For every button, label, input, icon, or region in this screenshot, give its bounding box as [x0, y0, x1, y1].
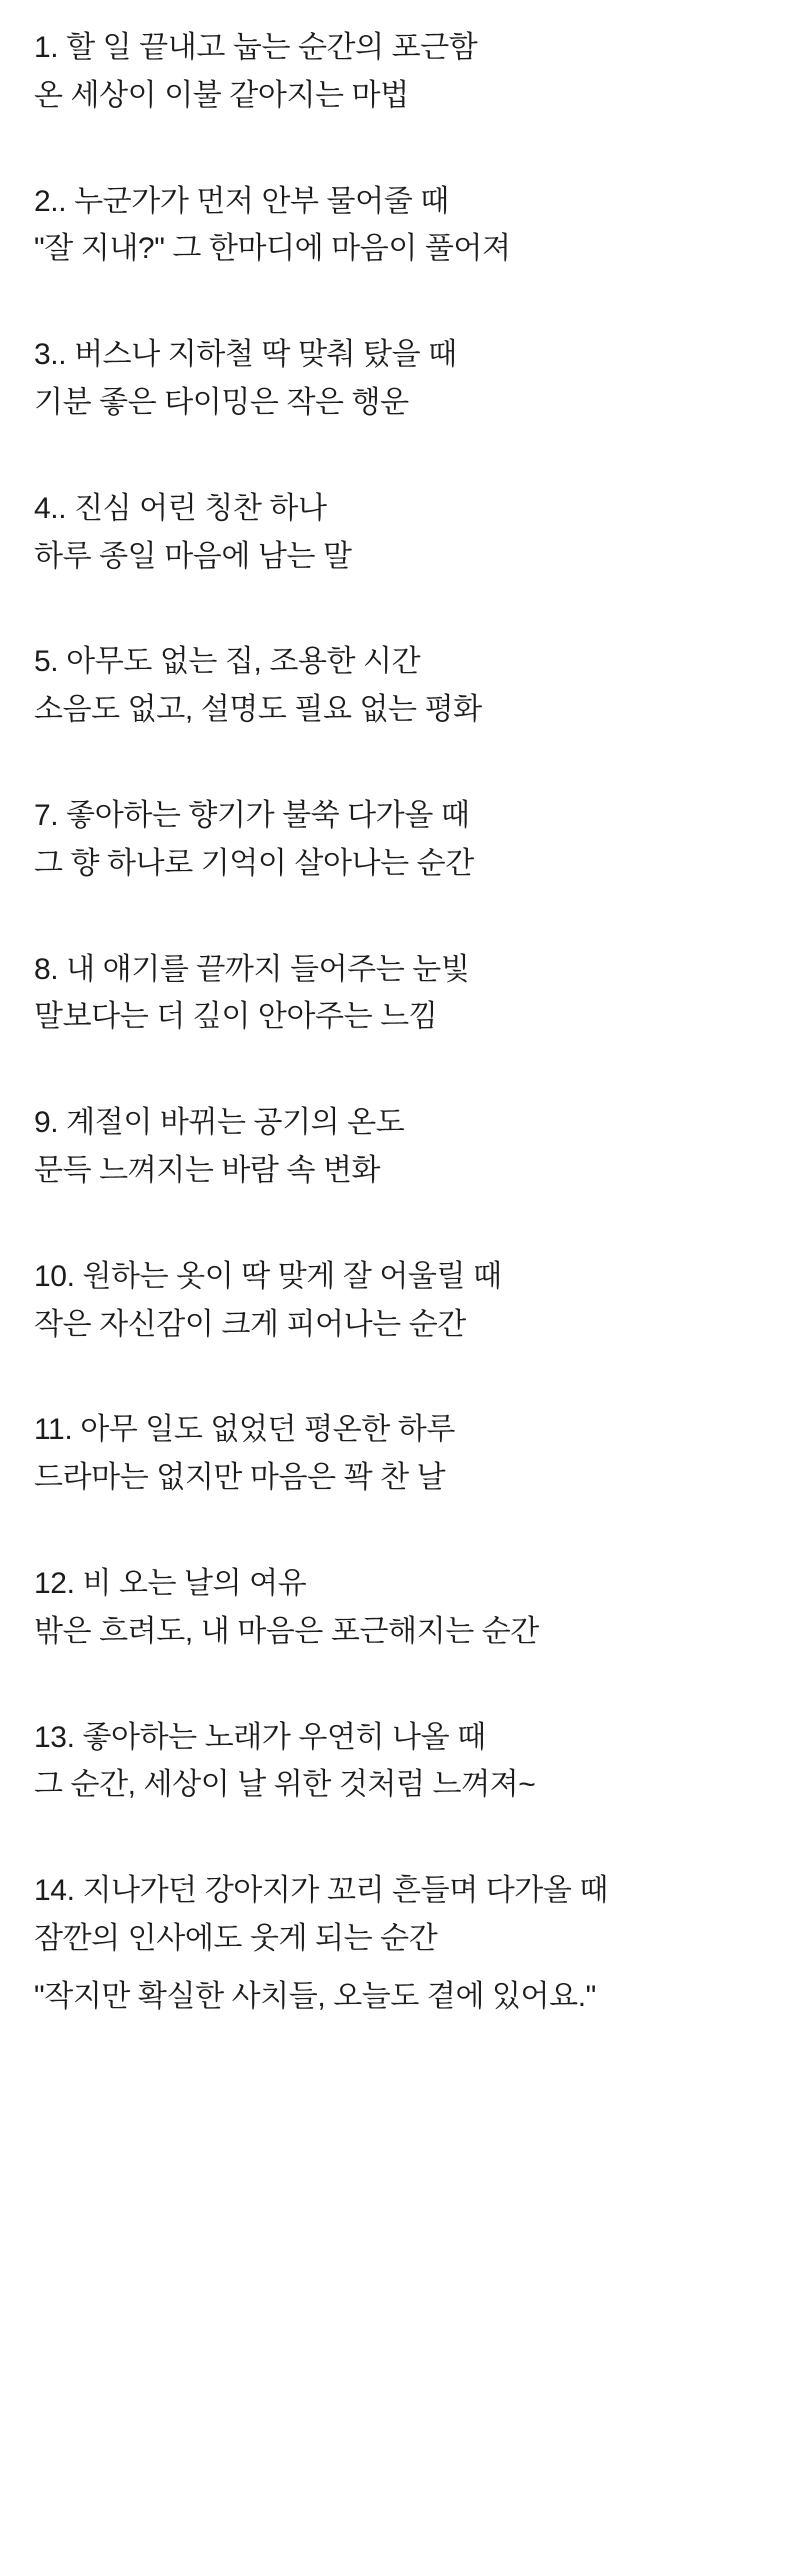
entry-detail-line: 드라마는 없지만 마음은 꽉 찬 날 — [34, 1461, 446, 1495]
entry-detail-line: 작은 자신감이 크게 피어나는 순간 — [34, 1307, 466, 1341]
entry-detail-line: 밖은 흐려도, 내 마음은 포근해지는 순간 — [34, 1614, 539, 1648]
entry-detail-line: 잠깐의 인사에도 웃게 되는 순간 — [34, 1921, 438, 1955]
entry-title-line: 3.. 버스나 지하철 딱 맞춰 탔을 때 — [34, 338, 457, 372]
entry-title-line: 9. 계절이 바뀌는 공기의 온도 — [34, 1106, 405, 1140]
entry-title-line: 13. 좋아하는 노래가 우연히 나올 때 — [34, 1720, 486, 1754]
list-item — [34, 640, 766, 732]
list-item — [34, 1101, 766, 1193]
entry-title-line: 14. 지나가던 강아지가 꼬리 흔들며 다가올 때 — [34, 1874, 608, 1908]
list-item — [34, 487, 766, 579]
list-item — [34, 1255, 766, 1347]
entry-title-line: 7. 좋아하는 향기가 불쑥 다가올 때 — [34, 798, 470, 832]
entry-title-line: 1. 할 일 끝내고 눕는 순간의 포근함 — [34, 31, 478, 64]
entry-detail-line: 그 순간, 세상이 날 위한 것처럼 느껴져~ — [34, 1768, 536, 1802]
list-item — [34, 948, 766, 1040]
entry-title-line: 8. 내 얘기를 끝까지 들어주는 눈빛 — [34, 952, 470, 986]
entry-detail-line: 소음도 없고, 설명도 필요 없는 평화 — [34, 693, 482, 727]
entry-detail-line: 기분 좋은 타이밍은 작은 행운 — [34, 385, 409, 419]
entry-title-line: 4.. 진심 어린 칭찬 하나 — [34, 491, 327, 525]
entry-detail-line: 하루 종일 마음에 남는 말 — [34, 539, 352, 573]
entry-detail-line: 말보다는 더 깊이 안아주는 느낌 — [34, 1000, 438, 1034]
entry-detail-line: 그 향 하나로 기억이 살아나는 순간 — [34, 846, 474, 880]
list-item — [34, 1562, 766, 1654]
closing-line: "작지만 확실한 사치들, 오늘도 곁에 있어요." — [34, 1979, 596, 2013]
entry-title-line: 5. 아무도 없는 집, 조용한 시간 — [34, 645, 421, 679]
list-item — [34, 1716, 766, 1808]
entry-detail-line: 문득 느껴지는 바람 속 변화 — [34, 1153, 381, 1187]
list-item — [34, 26, 766, 118]
entry-detail-line: "잘 지내?" 그 한마디에 마음이 풀어져 — [34, 232, 511, 266]
entry-title-line: 2.. 누군가가 먼저 안부 물어줄 때 — [34, 184, 449, 218]
list-item — [34, 1869, 766, 1961]
entry-list — [34, 26, 766, 1961]
list-item — [34, 333, 766, 425]
list-item — [34, 794, 766, 886]
entry-title-line: 10. 원하는 옷이 딱 맞게 잘 어울릴 때 — [34, 1259, 502, 1293]
list-item — [34, 1408, 766, 1500]
entry-title-line: 12. 비 오는 날의 여유 — [34, 1566, 307, 1600]
entry-title-line: 11. 아무 일도 없었던 평온한 하루 — [34, 1413, 455, 1447]
list-item — [34, 180, 766, 272]
entry-detail-line: 온 세상이 이불 같아지는 마법 — [34, 78, 409, 112]
